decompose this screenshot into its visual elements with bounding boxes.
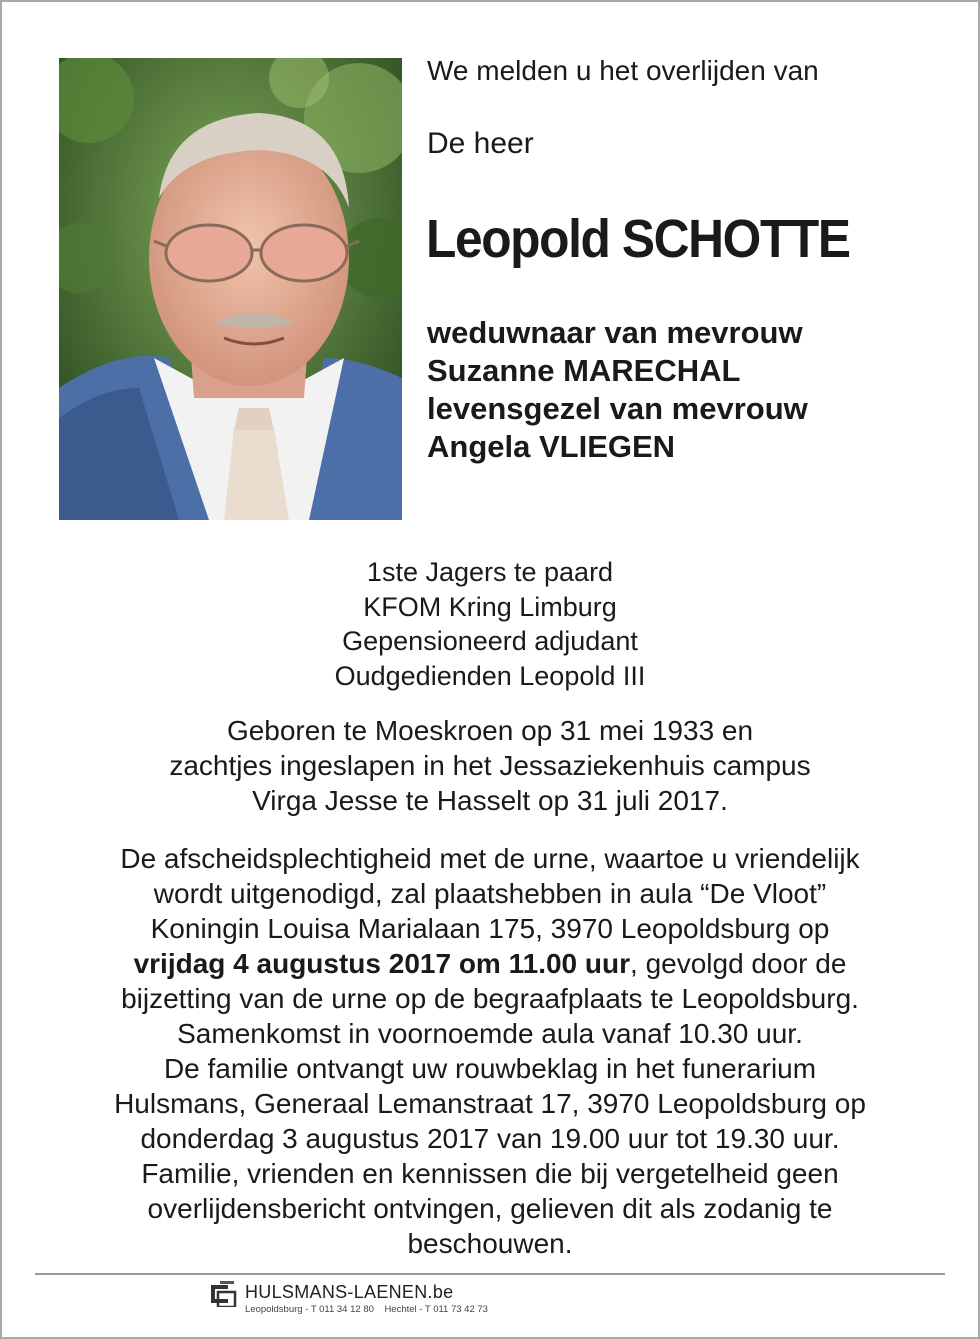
birth-block xyxy=(40,713,940,818)
portrait-photo xyxy=(59,58,402,520)
ceremony-date-line xyxy=(40,946,940,981)
ceremony-line: overlijdensbericht ontvingen, gelieven dit als zodanig te xyxy=(147,1193,833,1224)
birth-line: Geboren te Moeskroen op 31 mei 1933 en xyxy=(226,715,754,746)
funeral-home-name: HULSMANS-LAENEN.be xyxy=(245,1282,454,1302)
ceremony-line: De afscheidsplechtigheid met de urne, waartoe u vriendelijk xyxy=(120,843,860,874)
ceremony-line: bijzetting van de urne op de begraafplaats te Leopoldsburg. xyxy=(121,983,859,1014)
ceremony-block xyxy=(40,841,940,1261)
ceremony-date: vrijdag 4 augustus 2017 om 11.00 uur xyxy=(133,948,631,979)
title-line: KFOM Kring Limburg xyxy=(363,591,617,622)
ceremony-line: Koningin Louisa Marialaan 175, 3970 Leopoldsburg op xyxy=(150,913,830,944)
ceremony-line: Samenkomst in voornoemde aula vanaf 10.30 uur. xyxy=(177,1018,803,1049)
ceremony-line: donderdag 3 augustus 2017 van 19.00 uur tot 19.30 uur. xyxy=(140,1123,840,1154)
title-line: Oudgedienden Leopold III xyxy=(334,660,646,691)
relation-line: Suzanne MARECHAL xyxy=(427,353,741,388)
birth-line: zachtjes ingeslapen in het Jessaziekenhuis campus xyxy=(169,750,811,781)
ceremony-line: De familie ontvangt uw rouwbeklag in het funerarium xyxy=(163,1053,817,1084)
title-line: Gepensioneerd adjudant xyxy=(342,626,638,656)
relation-line: levensgezel van mevrouw xyxy=(427,391,808,426)
ceremony-line: Familie, vrienden en kennissen die bij vergetelheid geen xyxy=(141,1158,839,1189)
ceremony-date-rest: , gevolgd door de xyxy=(630,948,847,979)
relation-line: weduwnaar van mevrouw xyxy=(427,315,803,350)
footer-divider xyxy=(35,1273,945,1275)
ceremony-line: Hulsmans, Generaal Lemanstraat 17, 3970 Leopoldsburg op xyxy=(114,1088,866,1119)
deceased-name: Leopold SCHOTTE xyxy=(426,209,850,269)
birth-line: Virga Jesse te Hasselt op 31 juli 2017. xyxy=(252,785,728,816)
honorific: De heer xyxy=(427,127,534,160)
ceremony-line: beschouwen. xyxy=(407,1228,573,1259)
funeral-home-contact: Leopoldsburg - T 011 34 12 80 Hechtel - T 011 73 42 73 xyxy=(245,1304,488,1315)
intro-text: We melden u het overlijden van xyxy=(427,55,819,86)
title-line: 1ste Jagers te paard xyxy=(366,557,614,587)
funeral-home-logo-icon xyxy=(208,1281,238,1307)
ceremony-line: wordt uitgenodigd, zal plaatshebben in aula “De Vloot” xyxy=(153,878,827,909)
titles-block xyxy=(40,555,940,693)
relation-line: Angela VLIEGEN xyxy=(427,429,676,464)
relations-block xyxy=(427,314,947,466)
